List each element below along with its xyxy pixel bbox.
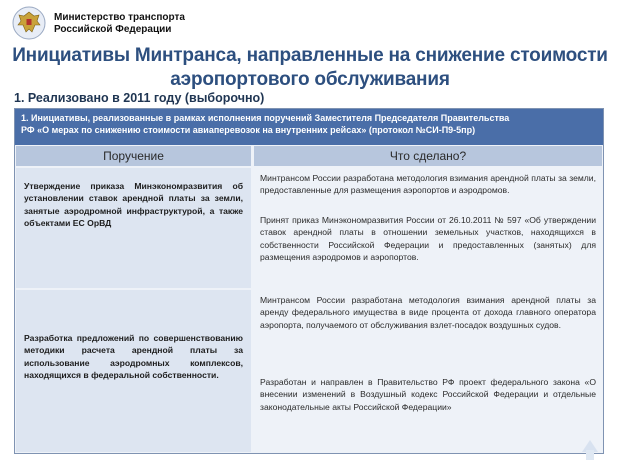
initiatives-table [14,108,604,454]
table-caption-line2: РФ «О мерах по снижению стоимости авиаперевозок на внутренних рейсах» (протокол №СИ-П9-5пр) [21,125,476,135]
page-title [0,44,620,92]
done-cell-2a: Минтрансом России разработана методология взимания арендной платы за аренду федерального имущества в виде процента от дохода главного оператора аэропорта, получаемого от обслуживания взлет-посадок воздушных судов. [254,290,602,370]
done-cell-1b: Принят приказ Минэкономразвития России от 26.10.2011 № 597 «Об утверждении ставок арендной платы в отношении земельных участков, находящихся в собственности Российской Федерации и предоставленных (занятых) для размещения аэродромов и аэропортов. [254,210,602,288]
page-title-line2: аэропортового обслуживания [170,69,450,90]
ministry-name-line1: Министерство транспорта [54,12,185,23]
instruction-cell-2 [16,290,251,452]
instruction-cell-1 [16,168,251,288]
ministry-name-line2: Российской Федерации [54,24,172,35]
ministry-name [54,12,185,36]
table-caption-line1: 1. Инициативы, реализованные в рамках исполнения поручений Заместителя Председателя Правительства [21,113,510,123]
column-header-done: Что сделано? [254,146,602,166]
slide-nav-box[interactable] [586,450,594,460]
instruction-text-1: Утверждение приказа Минэкономразвития об установлении ставок арендной платы за земли, занятые аэродромной инфраструктурой, а также объектами ЕС ОрВД [24,181,243,228]
page-title-line1: Инициативы Минтранса, направленные на снижение стоимости [12,45,608,66]
instruction-text-2: Разработка предложений по совершенствованию методики расчета арендной платы за использование аэродромных комплексов, находящихся в федеральной собственности. [24,333,243,380]
column-header-instruction: Поручение [16,146,251,166]
table-caption [15,109,603,145]
done-cell-1a: Минтрансом России разработана методология взимания арендной платы за земли, предоставленные для размещения аэропортов и аэродромов. [254,168,602,208]
section-subheading: 1. Реализовано в 2011 году (выборочно) [14,91,265,105]
coat-of-arms-icon [12,6,46,40]
done-cell-2b: Разработан и направлен в Правительство РФ проект федерального закона «О внесении изменений в Воздушный кодекс Российской Федерации и отдельные законодательные акты Российской Федерации» [254,372,602,452]
